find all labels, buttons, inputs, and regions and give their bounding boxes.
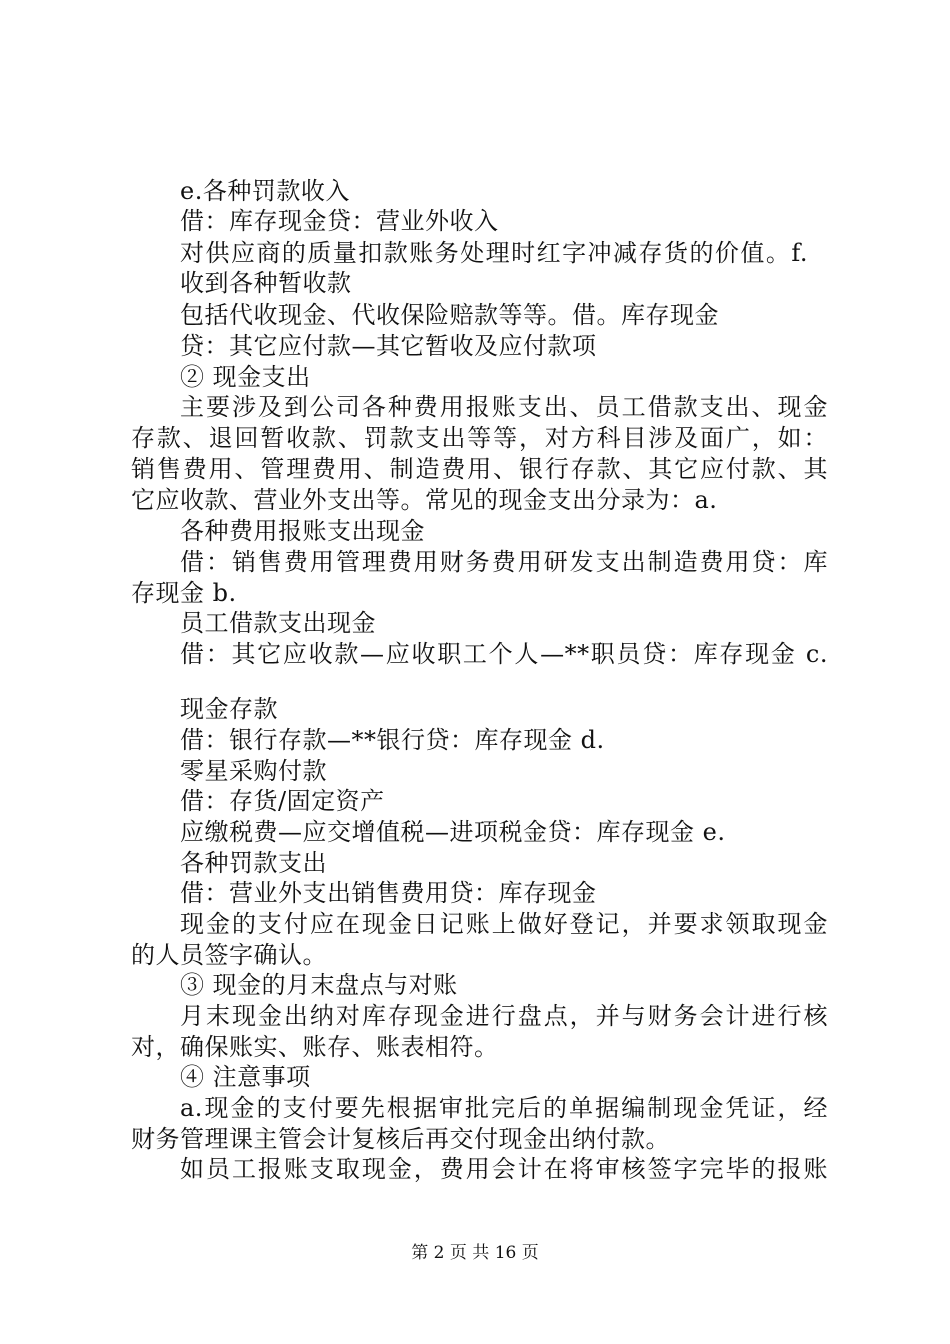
section-heading: ③ 现金的月末盘点与对账: [180, 971, 458, 999]
text-line: 月末现金出纳对库存现金进行盘点，并与财务会计进行核: [180, 1002, 828, 1030]
text-line: a.现金的支付要先根据审批完后的单据编制现金凭证，经: [180, 1094, 828, 1122]
text-line: 现金的支付应在现金日记账上做好登记，并要求领取现金: [180, 910, 828, 938]
text-line: 借：银行存款—**银行贷：库存现金 d.: [180, 726, 605, 754]
section-heading: ② 现金支出: [180, 363, 311, 391]
section-heading: ④ 注意事项: [180, 1063, 311, 1091]
text-line: 贷：其它应付款—其它暂收及应付款项: [180, 332, 597, 360]
text-line: 财务管理课主管会计复核后再交付现金出纳付款。: [131, 1125, 670, 1153]
text-line: 存现金 b.: [131, 579, 237, 607]
text-line: 主要涉及到公司各种费用报账支出、员工借款支出、现金: [180, 393, 828, 421]
text-line: 各种罚款支出: [180, 849, 327, 877]
text-line: 的人员签字确认。: [131, 941, 327, 969]
text-line: 各种费用报账支出现金: [180, 517, 425, 545]
text-line: 应缴税费—应交增值税—进项税金贷：库存现金 e.: [180, 818, 726, 846]
text-line: 销售费用、管理费用、制造费用、银行存款、其它应付款、其: [131, 455, 828, 483]
text-line: 对供应商的质量扣款账务处理时红字冲减存货的价值。f.: [180, 239, 808, 267]
text-line: 存款、退回暂收款、罚款支出等等，对方科目涉及面广，如：: [131, 424, 828, 452]
text-line: 借：库存现金贷：营业外收入: [180, 207, 499, 235]
text-line: 包括代收现金、代收保险赔款等等。借。库存现金: [180, 301, 719, 329]
text-line: 如员工报账支取现金，费用会计在将审核签字完毕的报账: [180, 1155, 828, 1183]
text-line: 现金存款: [180, 695, 278, 723]
text-line: 收到各种暂收款: [180, 269, 352, 297]
text-line: 借：营业外支出销售费用贷：库存现金: [180, 879, 597, 907]
text-line: 零星采购付款: [180, 757, 327, 785]
text-line: 对，确保账实、账存、账表相符。: [131, 1033, 499, 1061]
text-line: e.各种罚款收入: [180, 177, 350, 205]
text-line: 借：存货/固定资产: [180, 787, 385, 815]
text-line: 它应收款、营业外支出等。常见的现金支出分录为：a.: [131, 486, 718, 514]
text-line: 员工借款支出现金: [180, 609, 376, 637]
text-line: 借：销售费用管理费用财务费用研发支出制造费用贷：库: [180, 548, 828, 576]
page-number-footer: 第 2 页 共 16 页: [411, 1243, 539, 1263]
text-line: 借：其它应收款—应收职工个人—**职员贷：库存现金 c.: [180, 640, 828, 668]
